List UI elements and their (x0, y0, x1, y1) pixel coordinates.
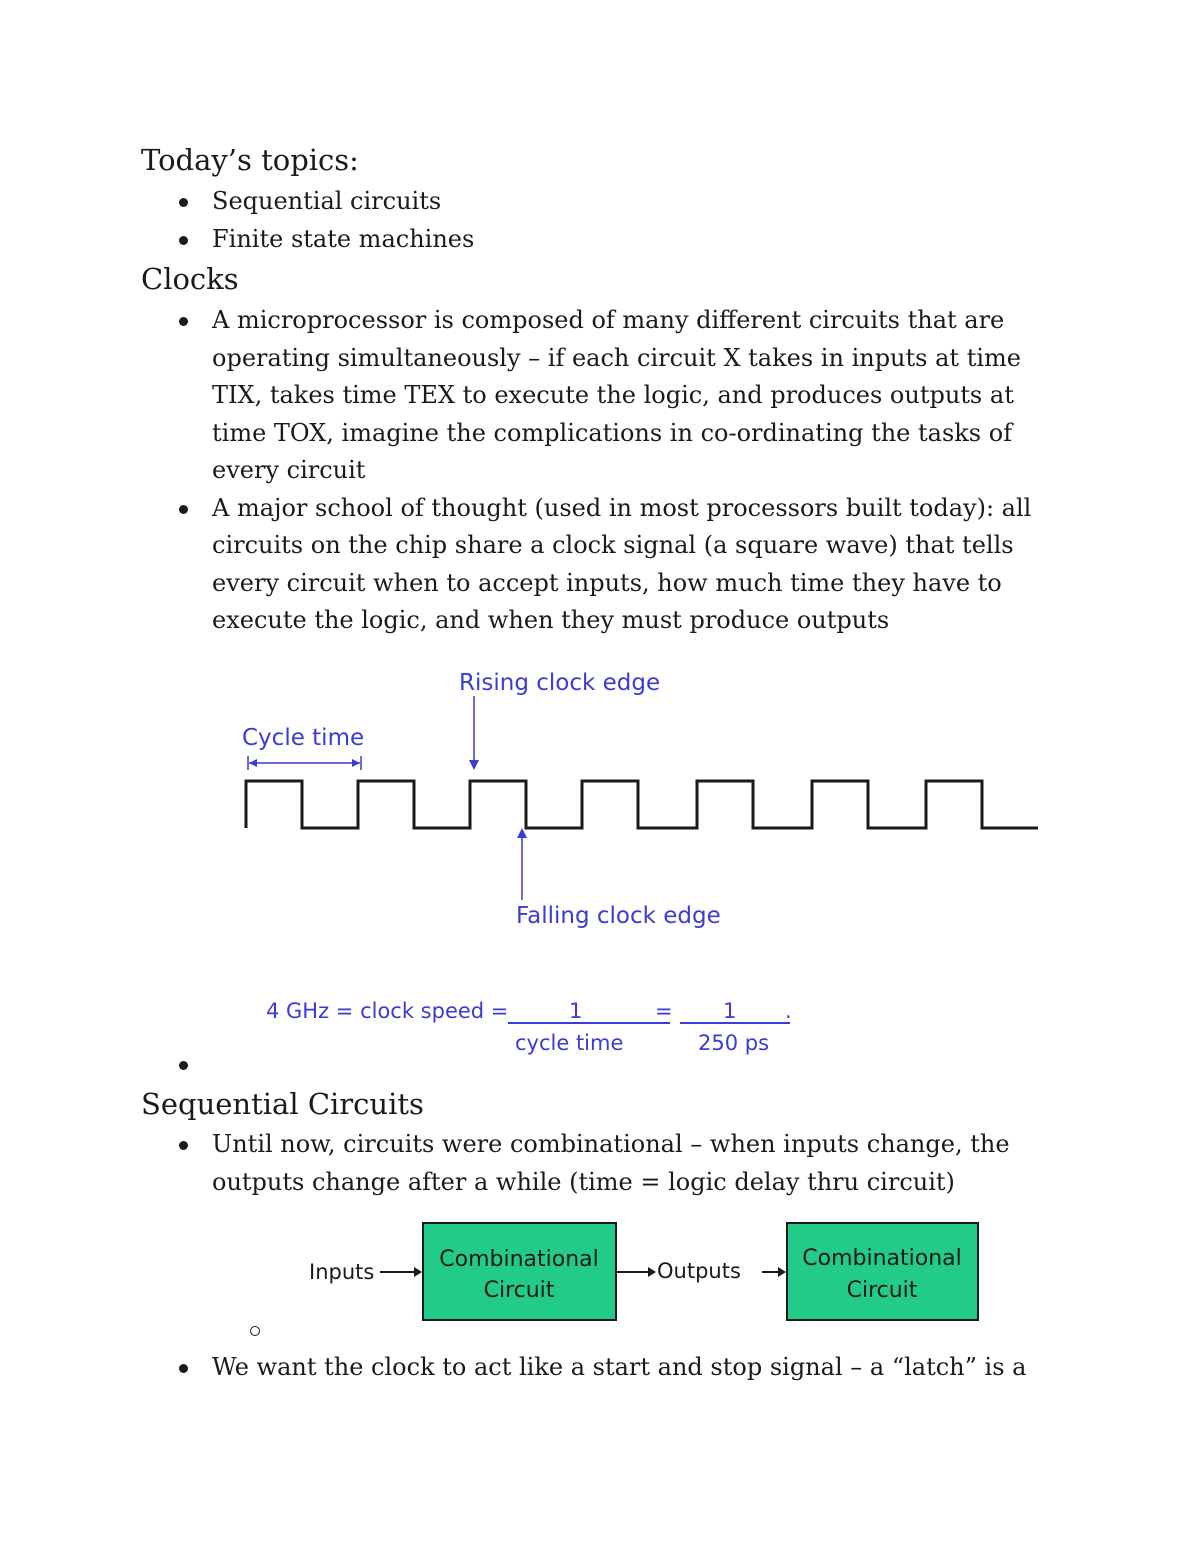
clocks-heading: Clocks (141, 262, 239, 296)
list-item: We want the clock to act like a start and stop signal – a “latch” is a (212, 1349, 1072, 1387)
formula-denominator-2: 250 ps (698, 1031, 770, 1055)
bullet-dot (179, 1061, 188, 1070)
box1-line1: Combinational (439, 1247, 599, 1272)
outputs-label: Outputs (657, 1259, 741, 1283)
inputs-label: Inputs (309, 1260, 375, 1284)
formula-denominator-1: cycle time (515, 1031, 624, 1055)
formula-end-period: . (785, 999, 792, 1023)
clock-diagram (230, 660, 1050, 940)
rising-edge-label: Rising clock edge (459, 670, 661, 696)
clock-square-wave (246, 781, 1038, 828)
list-item: Finite state machines (212, 221, 1072, 259)
sequential-circuits-heading: Sequential Circuits (141, 1087, 424, 1121)
sequential-list (212, 1126, 1072, 1201)
list-item: A microprocessor is composed of many different circuits that are operating simultaneously – if each circuit X takes in inputs at time TIX, takes time TEX to execute the logic, and produces outputs at time TOX, imagine the complications in co-ordinating the tasks of every circuit (212, 302, 1072, 490)
box1-line2: Circuit (483, 1278, 555, 1303)
clocks-list (212, 302, 1072, 640)
clock-speed-formula (260, 990, 820, 1065)
formula-equals: = (655, 999, 673, 1023)
combinational-box-2 (787, 1223, 978, 1320)
formula-lhs: 4 GHz = clock speed = (266, 999, 509, 1023)
cycle-time-arrowhead-right (352, 759, 360, 767)
todays-topics-heading: Today’s topics: (141, 143, 359, 177)
topics-list (212, 183, 1072, 258)
sub-bullet-ring (250, 1326, 260, 1336)
outputs-arrowhead (648, 1267, 656, 1277)
list-item: Sequential circuits (212, 183, 1072, 221)
inputs-arrowhead (414, 1267, 422, 1277)
falling-edge-label: Falling clock edge (516, 903, 721, 929)
box2-line1: Combinational (802, 1246, 962, 1271)
list-item: A major school of thought (used in most processors built today): all circuits on the chip share a clock signal (a square wave) that tells every circuit when to accept inputs, how much time they have to execute the logic, and when they must produce outputs (212, 490, 1072, 640)
rising-edge-arrowhead (469, 760, 479, 770)
box2-line2: Circuit (846, 1278, 918, 1303)
list-item: Until now, circuits were combinational – when inputs change, the outputs change after a while (time = logic delay thru circuit) (212, 1126, 1072, 1201)
outputs-arrowhead-2 (778, 1267, 786, 1277)
cycle-time-arrowhead-left (249, 759, 257, 767)
formula-numerator-2: 1 (723, 999, 737, 1023)
formula-numerator-1: 1 (569, 999, 583, 1023)
cycle-time-label: Cycle time (242, 725, 365, 751)
combinational-diagram (300, 1215, 990, 1330)
sequential-list-2 (212, 1349, 1072, 1387)
